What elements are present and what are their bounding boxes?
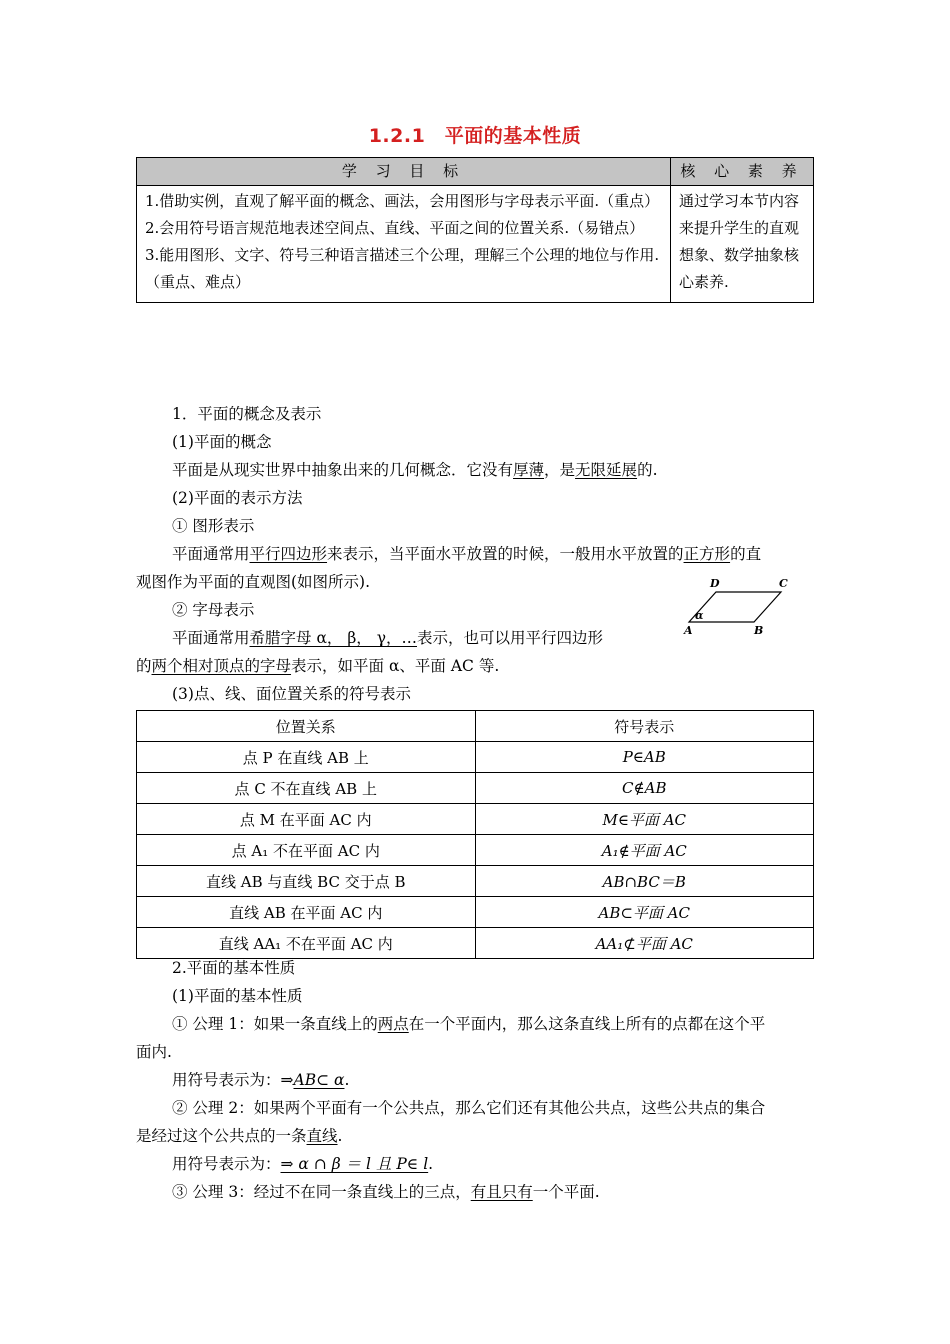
section-2-heading: 2.平面的基本性质 [172,959,296,977]
axiom-2-symbol: 用符号表示为：⇒ α ∩ β ＝ l 且 P∈ l. [172,1155,434,1173]
table-row [137,835,814,866]
relations-table [136,710,814,959]
label-a: A [684,624,693,637]
label-b: B [754,624,764,637]
goals-header: 学 习 目 标 [137,158,671,186]
goal-item: 3.能用图形、文字、符号三种语言描述三个公理，理解三个公理的地位与作用.（重点、难点） [145,246,660,291]
concept-text: 平面是从现实世界中抽象出来的几何概念．它没有厚薄，是无限延展的. [172,461,658,479]
relation-cell: 直线 AB 与直线 BC 交于点 B [137,866,476,897]
figure-method-text-cont: 观图作为平面的直观图(如图所示). [136,573,371,591]
letter-method-text: 平面通常用希腊字母 α， β， γ，…表示，也可以用平行四边形 [172,629,604,647]
core-header: 核 心 素 养 [671,158,814,186]
symbol-cell: M∈平面 AC [475,804,814,835]
label-d: D [710,577,720,590]
concept-subheading: (1)平面的概念 [172,433,272,451]
label-c: C [779,577,788,590]
symbols-subheading: (3)点、线、面位置关系的符号表示 [172,685,411,703]
letter-method-text-cont: 的两个相对顶点的字母表示，如平面 α、平面 AC 等. [136,657,500,675]
section-1-heading: 1．平面的概念及表示 [172,405,322,423]
axiom-3: ③ 公理 3：经过不在同一条直线上的三点，有且只有一个平面. [172,1183,600,1201]
goal-item: 1.借助实例，直观了解平面的概念、画法，会用图形与字母表示平面.（重点） [145,192,660,210]
relation-cell: 点 M 在平面 AC 内 [137,804,476,835]
blank-answer: 正方形 [683,545,731,563]
relation-cell: 点 C 不在直线 AB 上 [137,773,476,804]
table-row [137,742,814,773]
table-row [137,804,814,835]
relation-cell: 点 P 在直线 AB 上 [137,742,476,773]
blank-answer: ⇒ α ∩ β ＝ l 且 P∈ l [280,1155,429,1173]
representation-subheading: (2)平面的表示方法 [172,489,303,507]
table-row [137,866,814,897]
symbol-cell: AA₁⊄平面 AC [475,928,814,959]
relation-cell: 直线 AB 在平面 AC 内 [137,897,476,928]
table-header-row [137,711,814,742]
learning-goals-table [136,157,814,303]
symbol-cell: AB⊂平面 AC [475,897,814,928]
symbol-cell: A₁∉平面 AC [475,835,814,866]
letter-method-title: ② 字母表示 [172,601,255,619]
core-cell: 通过学习本节内容来提升学生的直观想象、数学抽象核心素养. [671,186,814,303]
symbol-cell: AB∩BC＝B [475,866,814,897]
goals-cell [137,186,671,303]
page-title: 1.2.1 平面的基本性质 [368,125,582,147]
table-row [137,773,814,804]
symbol-cell: C∉AB [475,773,814,804]
axiom-1-symbol: 用符号表示为：⇒AB⊂ α. [172,1071,350,1089]
blank-answer: 无限延展 [575,461,638,479]
properties-subheading: (1)平面的基本性质 [172,987,303,1005]
blank-answer: 希腊字母 α， β， γ，… [249,629,417,647]
figure-method-title: ① 图形表示 [172,517,255,535]
goal-item: 2.会用符号语言规范地表述空间点、直线、平面之间的位置关系.（易错点） [145,219,645,237]
blank-answer: AB⊂ α [293,1071,345,1089]
axiom-1: ① 公理 1：如果一条直线上的两点在一个平面内，那么这条直线上所有的点都在这个平 [172,1015,766,1033]
axiom-1-cont: 面内. [136,1043,172,1061]
blank-answer: 平行四边形 [249,545,328,563]
label-alpha: α [695,609,704,622]
axiom-2: ② 公理 2：如果两个平面有一个公共点，那么它们还有其他公共点，这些公共点的集合 [172,1099,766,1117]
relation-cell: 直线 AA₁ 不在平面 AC 内 [137,928,476,959]
blank-answer: 两点 [377,1015,409,1033]
blank-answer: 厚薄 [513,461,545,479]
column-header: 符号表示 [475,711,814,742]
table-row [137,897,814,928]
blank-answer: 两个相对顶点的字母 [151,657,292,675]
axiom-2-cont: 是经过这个公共点的一条直线. [136,1127,343,1145]
blank-answer: 有且只有 [470,1183,533,1201]
figure-method-text: 平面通常用平行四边形来表示，当平面水平放置的时候，一般用水平放置的正方形的直 [172,545,762,563]
column-header: 位置关系 [137,711,476,742]
blank-answer: 直线 [306,1127,338,1145]
symbol-cell: P∈AB [475,742,814,773]
relation-cell: 点 A₁ 不在平面 AC 内 [137,835,476,866]
